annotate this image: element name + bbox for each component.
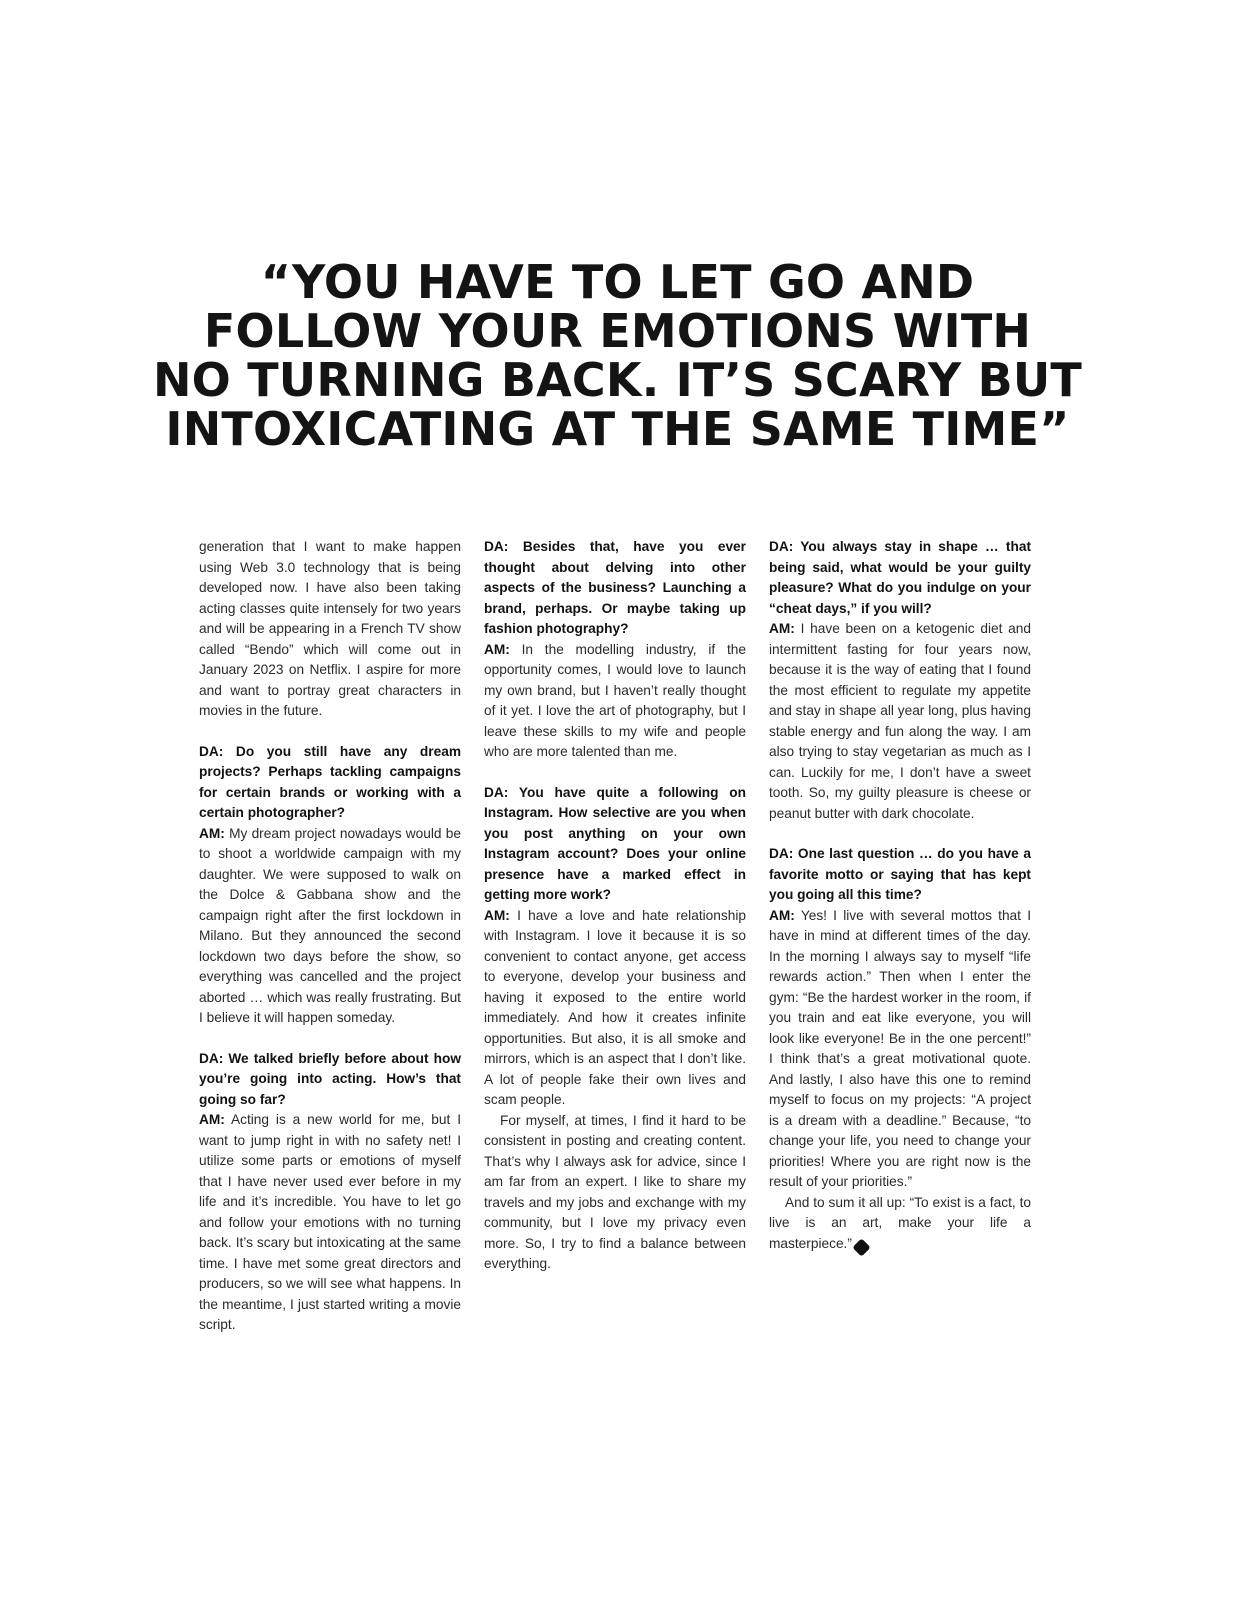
answer-paragraph (199, 537, 461, 722)
pull-quote-headline (130, 255, 1105, 456)
answer-paragraph-continued (484, 1111, 746, 1275)
answer-text: generation that I want to make happen using Web 3.0 technology that is being developed now. I have also been taking acting classes quite intensely for two years and will be appearing in a French TV show called “Bendo” which will come out in January 2023 on Netflix. I aspire for more and want to portray great characters in movies in the future. (199, 539, 461, 718)
pull-quote-line: “YOU HAVE TO LET GO AND (260, 255, 975, 309)
speaker-label: AM: (199, 825, 225, 841)
answer-text: In the modelling industry, if the opportunity comes, I would love to launch my own brand, but I haven’t really thought of it yet. I love the art of photography, but I leave these skills to my wife and people who are more talented than me. (484, 641, 746, 759)
pull-quote-line: INTOXICATING AT THE SAME TIME” (165, 402, 1070, 456)
interview-question: DA: One last question … do you have a favorite motto or saying that has kept you going all this time? (769, 846, 1031, 902)
interview-question: DA: Besides that, have you ever thought about delving into other aspects of the business? Launching a brand, perhaps. Or maybe taking up fashion photography? (484, 539, 746, 636)
end-mark-label: DA (870, 1243, 880, 1251)
answer-text: For myself, at times, I find it hard to be consistent in posting and creating content. That’s why I always ask for advice, since I am far from an expert. I like to share my travels and my jobs and exchange with my community, but I love my privacy even more. So, I try to find a balance between everything. (484, 1112, 746, 1271)
answer-paragraph (199, 1110, 461, 1336)
interview-question: DA: Do you still have any dream projects? Perhaps tackling campaigns for certain brands or working with a certain photographer? (199, 743, 461, 820)
end-of-article-icon (852, 1238, 880, 1256)
answer-paragraph (769, 619, 1031, 824)
speaker-label: AM: (484, 907, 510, 923)
speaker-label: AM: (769, 621, 795, 636)
speaker-label: AM: (769, 907, 795, 923)
answer-paragraph (769, 906, 1031, 1193)
pull-quote-line: FOLLOW YOUR EMOTIONS WITH (203, 304, 1032, 358)
answer-paragraph-continued (769, 1193, 1031, 1255)
answer-paragraph (484, 906, 746, 1111)
interview-question: DA: You have quite a following on Instagram. How selective are you when you post anything on your own Instagram account? Does your online presence have a marked effect in getting more work? (484, 784, 746, 902)
interview-question: DA: You always stay in shape … that being said, what would be your guilty pleasure? What do you indulge on your “cheat days,” if you will? (769, 539, 1031, 616)
answer-text: I have a love and hate relationship with Instagram. I love it because it is so convenient to contact anyone, get access to everyone, develop your business and having it exposed to the entire world immediately. And how it creates infinite opportunities. But also, it is all smoke and mirrors, which is an aspect that I don’t like. A lot of people fake their own lives and scam people. (484, 907, 746, 1107)
pull-quote-line: NO TURNING BACK. IT’S SCARY BUT (152, 353, 1083, 407)
article-column-2 (484, 537, 746, 1275)
article-column-3 (769, 537, 1031, 1254)
answer-text: Acting is a new world for me, but I want to jump right in with no safety net! I utilize some parts or emotions of myself that I have never used ever before in my life and it’s incredible. You have to let go and follow your emotions with no turning back. It’s scary but intoxicating at the same time. I have met some great directors and producers, so we will see what happens. In the meantime, I just started writing a movie script. (199, 1112, 461, 1332)
answer-text: I have been on a ketogenic diet and intermittent fasting for four years now, because it is the way of eating that I found the most efficient to regulate my appetite and stay in shape all year long, plus having stable energy and fun along the way. I am also trying to stay vegetarian as much as I can. Luckily for me, I don’t have a sweet tooth. So, my guilty pleasure is cheese or peanut butter with dark chocolate. (769, 621, 1031, 821)
answer-text: And to sum it all up: “To exist is a fact, to live is an art, make your life a masterpiece.” (769, 1194, 1031, 1251)
article-column-1 (199, 537, 461, 1336)
answer-text: Yes! I live with several mottos that I have in mind at different times of the day. In the morning I always say to myself “life rewards action.” Then when I enter the gym: “Be the hardest worker in the room, if you train and eat like everyone, you will look like everyone! Be in the one percent!” I think that’s a great motivational quote. And lastly, I also have this one to remind myself to focus on my projects: “A project is a dream with a deadline.” Because, “to change your life, you need to change your priorities! Where you are right now is the result of your priorities.” (769, 907, 1031, 1189)
speaker-label: AM: (484, 641, 510, 657)
answer-text: My dream project nowadays would be to shoot a worldwide campaign with my daughter. We were supposed to walk on the Dolce & Gabbana show and the campaign right after the first lockdown in Milano. But they announced the second lockdown two days before the show, so everything was cancelled and the project aborted … which was really frustrating. But I believe it will happen someday. (199, 825, 461, 1025)
answer-paragraph (199, 824, 461, 1029)
answer-paragraph (484, 640, 746, 763)
interview-question: DA: We talked briefly before about how you’re going into acting. How’s that going so far? (199, 1050, 461, 1107)
speaker-label: AM: (199, 1112, 225, 1127)
